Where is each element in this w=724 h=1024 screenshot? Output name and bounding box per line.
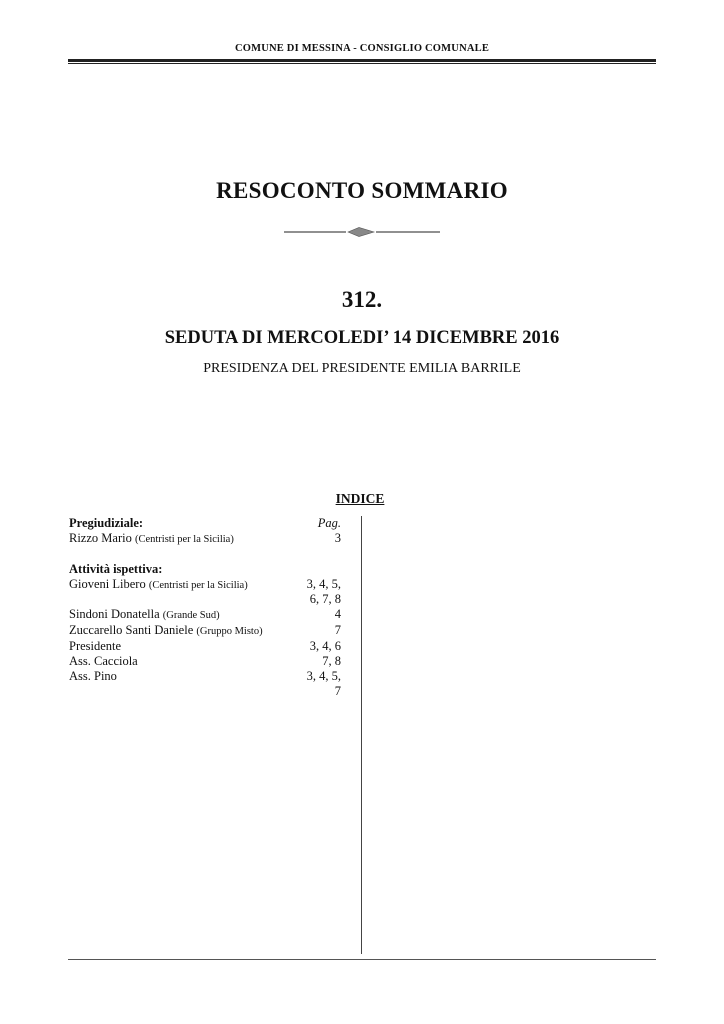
index-entry [69,639,341,654]
index-entry-pages: 3, 4, 6 [309,639,341,653]
document-title: RESOCONTO SOMMARIO [216,178,508,203]
index-section-heading: Attività ispettiva: [69,562,163,576]
index-entry [69,531,341,547]
index-entry-pages: 3, 4, 5, 6, 7, 8 [306,577,341,606]
session-number: 312. [341,287,383,312]
index-entry-speaker [69,654,138,669]
index-section-heading-row [69,562,341,577]
speaker-group: (Centristi per la Sicilia) [148,580,248,591]
index-title: INDICE [335,491,385,506]
speaker-name: Presidente [69,639,122,653]
speaker-name: Gioveni Libero [69,577,146,591]
index-entry-pages: 7, 8 [322,654,341,668]
index-section-heading-row [69,516,341,531]
index-entry [69,669,341,699]
index-entry-pages: 7 [334,623,341,637]
speaker-name: Ass. Cacciola [69,654,138,668]
column-divider [361,516,362,954]
index-entry [69,654,341,669]
speaker-group: (Gruppo Misto) [196,626,263,637]
speaker-name: Rizzo Mario [69,531,132,545]
index-entry-speaker [69,669,117,684]
index-entry [69,607,341,623]
presidency-line: PRESIDENZA DEL PRESIDENTE EMILIA BARRILE [203,361,521,376]
speaker-name: Ass. Pino [69,669,117,683]
page-column-label: Pag. [317,516,341,530]
session-date: SEDUTA DI MERCOLEDI’ 14 DICEMBRE 2016 [164,328,560,348]
index-entry [69,577,341,607]
speaker-group: (Grande Sud) [162,610,220,621]
footer-rule [68,959,656,960]
index-entry-speaker [69,623,263,639]
header-rule-thin [68,63,656,64]
ornament-divider-icon [284,225,440,239]
speaker-name: Sindoni Donatella [69,607,160,621]
index-section-heading: Pregiudiziale: [69,516,144,530]
speaker-group: (Centristi per la Sicilia) [134,534,234,545]
index-entry-speaker [69,577,248,593]
header-title: COMUNE DI MESSINA - CONSIGLIO COMUNALE [234,43,490,54]
index-entry-speaker [69,531,234,547]
index-entry-pages: 4 [334,607,341,621]
speaker-name: Zuccarello Santi Daniele [69,623,194,637]
index-entry-speaker [69,639,121,654]
index-entry [69,623,341,639]
index-entry-speaker [69,607,220,623]
index-entry-pages: 3, 4, 5, 7 [306,669,341,698]
index-table [69,516,341,699]
index-entry-pages: 3 [334,531,341,545]
